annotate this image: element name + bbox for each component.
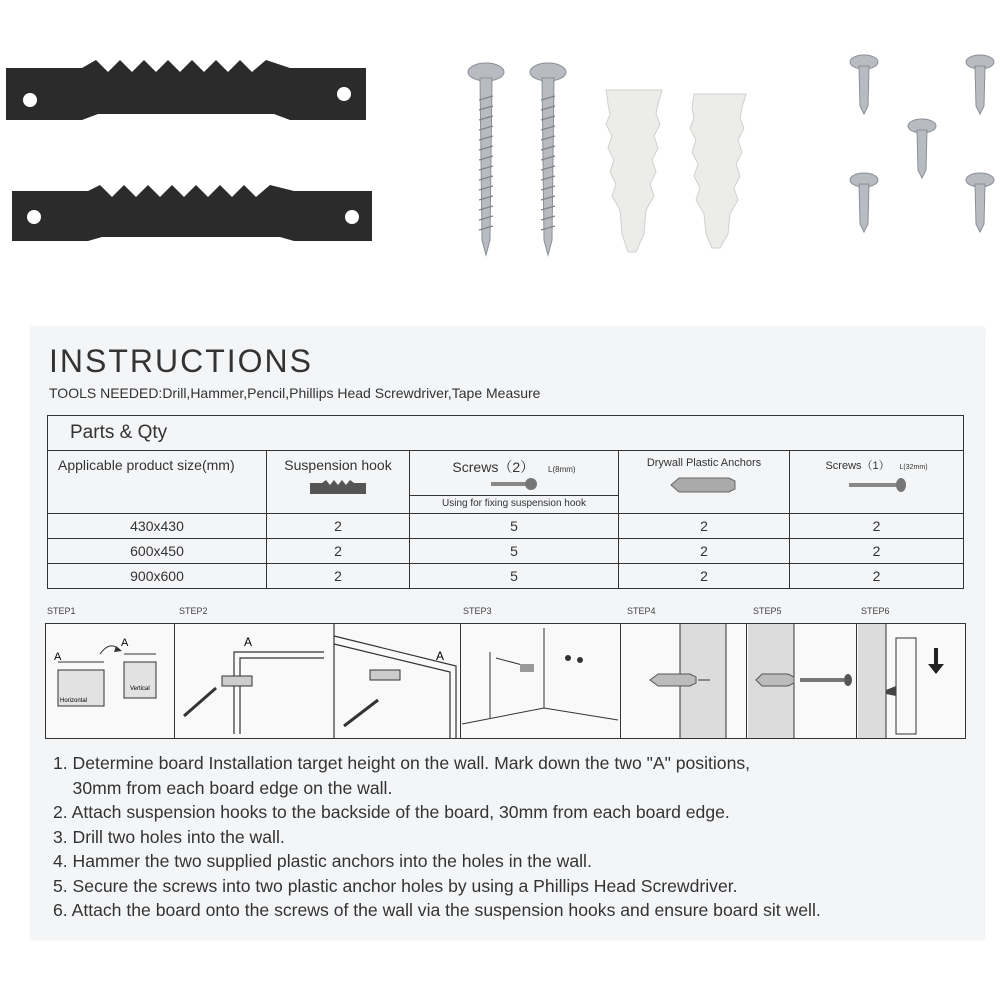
step-labels — [45, 606, 966, 618]
step1-illustration — [46, 624, 174, 738]
col-anchors-header — [619, 451, 790, 514]
down-arrow-icon — [928, 648, 944, 674]
cell-size: 600x450 — [48, 539, 267, 564]
instructions-title: INSTRUCTIONS — [49, 343, 313, 379]
cell-size: 430x430 — [48, 514, 267, 539]
cell-screws1: 2 — [790, 564, 964, 589]
plastic-anchors — [600, 84, 760, 256]
anchor-icon — [669, 475, 739, 495]
cell-screws2: 5 — [410, 564, 619, 589]
short-screw-icon — [489, 477, 539, 491]
cell-hook: 2 — [267, 539, 410, 564]
tools-needed: TOOLS NEEDED:Drill,Hammer,Pencil,Phillips Head Screwdriver,Tape Measure — [49, 385, 541, 401]
step1-a1: A — [54, 651, 62, 663]
instruction-step: 1. Determine board Installation target height on the wall. Mark down the two "A" positions, — [53, 753, 751, 773]
table-row — [48, 514, 964, 539]
sawtooth-hook-top — [4, 58, 370, 128]
col-size-label: Applicable product size(mm) — [58, 457, 235, 473]
step4-panel — [620, 624, 747, 738]
step1-a2: A — [121, 637, 129, 649]
steps-diagram — [45, 623, 966, 739]
step2-panel — [174, 624, 461, 738]
cell-screws1: 2 — [790, 514, 964, 539]
step2-a2: A — [436, 649, 445, 663]
step1-vertical: Vertical — [130, 686, 150, 692]
instruction-step: 6. Attach the board onto the screws of the wall via the suspension hooks and ensure board sit well. — [53, 900, 821, 920]
cell-anchors: 2 — [619, 514, 790, 539]
table-row — [48, 539, 964, 564]
step6-panel — [856, 624, 965, 738]
parts-table — [47, 415, 964, 589]
step-label: STEP3 — [463, 606, 492, 616]
col-screws1-header — [790, 451, 964, 514]
cell-anchors: 2 — [619, 539, 790, 564]
sawtooth-hook-bottom — [10, 183, 376, 245]
col-hook-label: Suspension hook — [284, 457, 392, 473]
cell-screws2: 5 — [410, 514, 619, 539]
step3-panel — [460, 624, 621, 738]
col-screws2-note: Using for fixing suspension hook — [410, 495, 618, 509]
col-size-header — [48, 451, 267, 514]
step3-illustration — [460, 624, 620, 738]
step-label: STEP1 — [47, 606, 76, 616]
step5-panel — [746, 624, 857, 738]
col-screws1-dim: L(32mm) — [899, 464, 928, 471]
col-screws2-dim: L(8mm) — [548, 465, 576, 474]
col-screws2-header — [410, 451, 619, 514]
step2-a1: A — [244, 635, 253, 649]
step1-panel — [46, 624, 175, 738]
instruction-card — [31, 327, 984, 939]
step-label: STEP6 — [861, 606, 890, 616]
cell-anchors: 2 — [619, 564, 790, 589]
instruction-step: 2. Attach suspension hooks to the backside of the board, 30mm from each board edge. — [53, 802, 730, 822]
cell-size: 900x600 — [48, 564, 267, 589]
step1-horizontal: Horizontal — [60, 698, 88, 704]
instruction-step: 3. Drill two holes into the wall. — [53, 826, 285, 847]
col-anchors-label: Drywall Plastic Anchors — [646, 457, 762, 469]
long-screws — [460, 60, 580, 260]
col-screws2-label: Screws（2） — [452, 459, 535, 475]
step-label: STEP4 — [627, 606, 656, 616]
col-screws1-label: Screws（1） — [825, 460, 890, 472]
step-label: STEP5 — [753, 606, 782, 616]
step4-illustration — [620, 624, 746, 738]
cell-screws1: 2 — [790, 539, 964, 564]
long-screw-icon — [847, 477, 907, 493]
small-screws — [840, 50, 1000, 240]
instruction-step: 30mm from each board edge on the wall. — [53, 777, 393, 798]
cell-hook: 2 — [267, 514, 410, 539]
step2-illustration — [174, 624, 460, 738]
col-hook-header — [267, 451, 410, 514]
hook-icon — [308, 479, 368, 497]
step5-illustration — [746, 624, 856, 738]
instruction-steps-list — [53, 751, 821, 923]
step6-illustration — [856, 624, 965, 738]
cell-screws2: 5 — [410, 539, 619, 564]
instruction-step: 5. Secure the screws into two plastic anchor holes by using a Phillips Head Screwdriver. — [53, 875, 738, 896]
cell-hook: 2 — [267, 564, 410, 589]
instruction-step: 4. Hammer the two supplied plastic anchors into the holes in the wall. — [53, 851, 592, 871]
step-label: STEP2 — [179, 606, 208, 616]
table-row — [48, 564, 964, 589]
parts-title: Parts & Qty — [48, 416, 964, 451]
